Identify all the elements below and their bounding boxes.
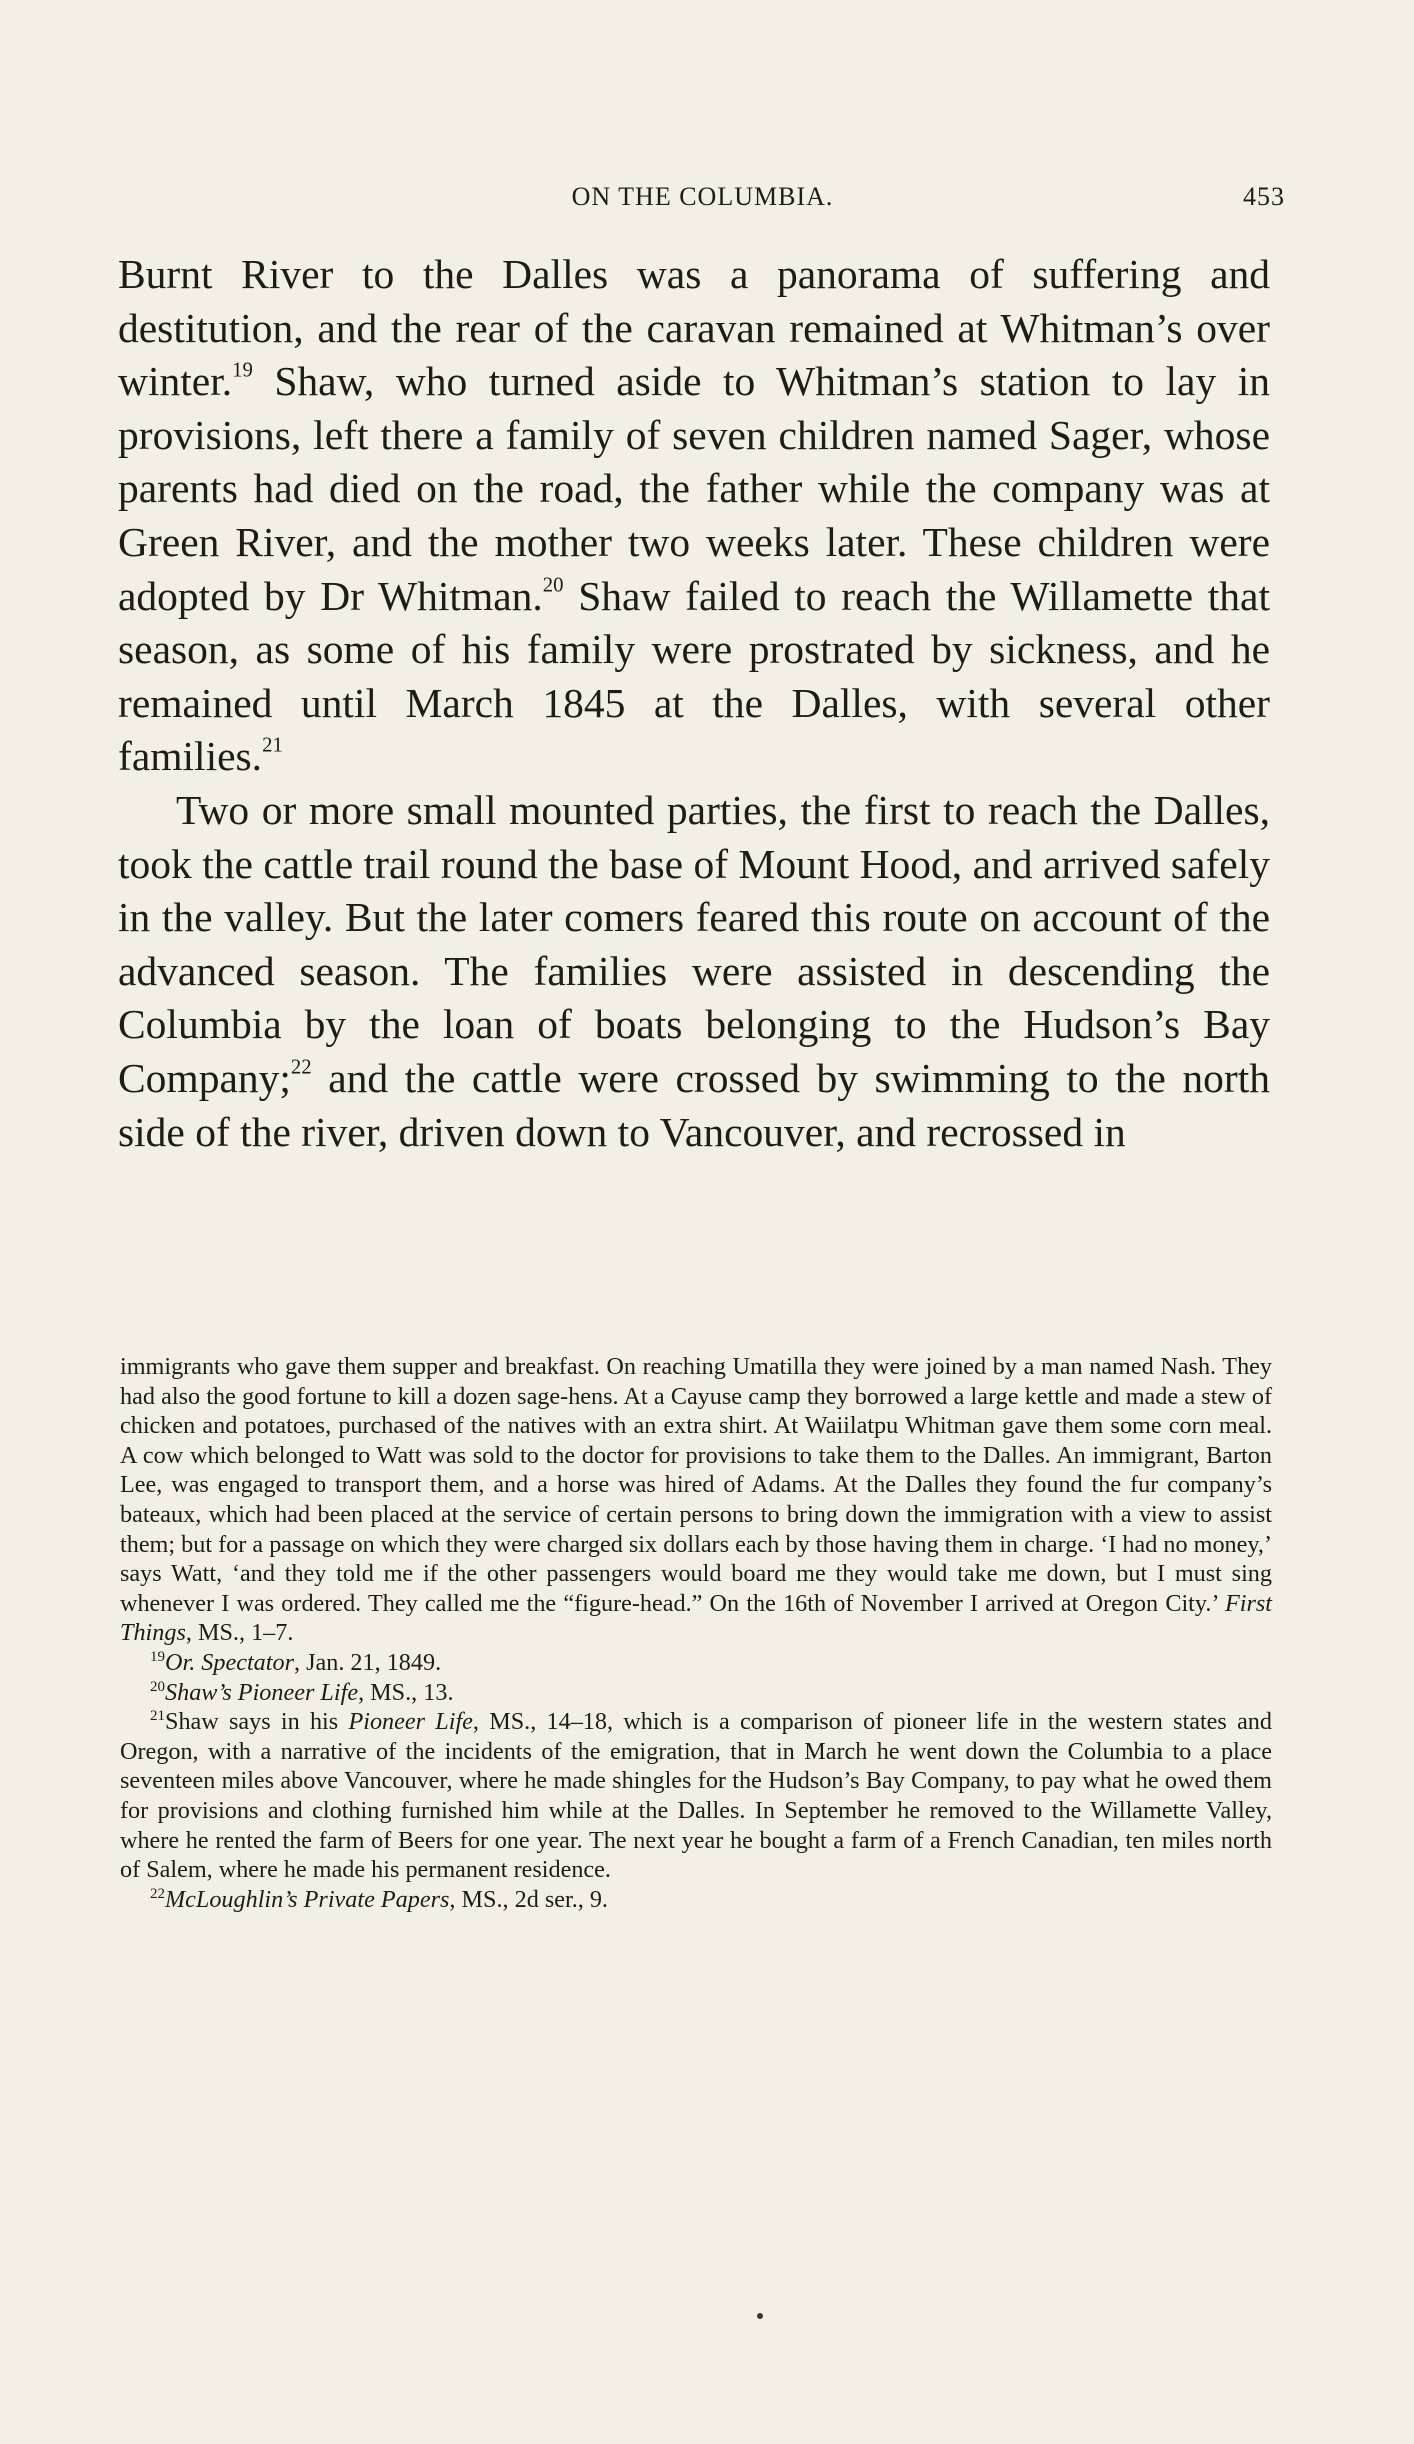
footnote-ref-21: 21: [262, 734, 283, 757]
printer-mark: [757, 2313, 763, 2319]
citation: McLoughlin’s Private Papers: [165, 1885, 450, 1913]
footnote-19: $^{19}$Or. Spectator, Jan. 21, 1849.: [150, 1648, 442, 1676]
citation: First Things: [120, 1589, 1272, 1647]
footnote-ref-22: 22: [290, 1056, 312, 1079]
citation: Or. Spectator: [165, 1648, 294, 1676]
footnote-ref-20: 20: [542, 573, 564, 596]
body-paragraph-1: Burnt River to the Dalles was a panorama of suffering and destitution, and the rear of the caravan remained at Whitman’s over winter.$^{19}$ Shaw, who turned aside to Whitman’s station to lay in provisions, left there a family of seven children named Sager, whose parents had died on the road, the father while the company was at Green River, and the mother two weeks later. These children were adopted by Dr Whitman.$^{20}$ Shaw failed to reach the Willamette that season, as some of his family were prostrated by sickness, and he remained until March 1845 at the Dalles, with several other families.$^{21}$: [118, 251, 1270, 780]
footnote-21: $^{21}$Shaw says in his Pioneer Life, MS., 14–18, which is a comparison of pioneer life in the western states and Oregon, with a narrative of the incidents of the emigration, that in March he went down the Columbia to a place seventeen miles above Vancouver, where he made shingles for the Hudson’s Bay Company, to pay what he owed them for provisions and clothing furnished him while at the Dalles. In September he removed to the Willamette Valley, where he rented the farm of Beers for one year. The next year he bought a farm of a French Canadian, ten miles north of Salem, where he made his permanent residence.: [120, 1708, 1272, 1884]
running-head: [120, 182, 1285, 218]
running-title: ON THE COLUMBIA.: [571, 182, 834, 211]
body-text: [118, 248, 1270, 1159]
citation: Shaw’s Pioneer Life: [165, 1678, 359, 1706]
citation: Pioneer Life: [348, 1708, 473, 1736]
footnotes: [120, 1352, 1272, 1914]
footnote-22: $^{22}$McLoughlin’s Private Papers, MS., 2d ser., 9.: [150, 1885, 608, 1913]
footnote-ref-19: 19: [232, 359, 253, 382]
page-number: 453: [1243, 182, 1285, 211]
footnote-20: $^{20}$Shaw’s Pioneer Life, MS., 13.: [150, 1678, 454, 1706]
footnote-continued: immigrants who gave them supper and breakfast. On reaching Umatilla they were joined by a man named Nash. They had also the good fortune to kill a dozen sage-hens. At a Cayuse camp they borrowed a large kettle and made a stew of chicken and potatoes, purchased of the natives with an extra shirt. At Waiilatpu Whitman gave them some corn meal. A cow which belonged to Watt was sold to the doctor for provisions to take them to the Dalles. An immigrant, Barton Lee, was engaged to transport them, and a horse was hired of Adams. At the Dalles they found the fur company’s bateaux, which had been placed at the service of certain persons to bring down the immigration with a view to assist them; but for a passage on which they were charged six dollars each by those having them in charge. ‘I had no money,’ says Watt, ‘and they told me if the other passengers would board me they would take me down, but I must sing whenever I was ordered. They called me the “figure-head.” On the 16th of November I arrived at Oregon City.’ First Things, MS., 1–7.: [120, 1353, 1272, 1647]
body-paragraph-2: Two or more small mounted parties, the first to reach the Dalles, took the cattle trail round the base of Mount Hood, and arrived safely in the valley. But the later comers feared this route on account of the advanced season. The families were assisted in descending the Columbia by the loan of boats belonging to the Hudson’s Bay Company;$^{22}$ and the cattle were crossed by swimming to the north side of the river, driven down to Vancouver, and recrossed in: [118, 786, 1270, 1155]
